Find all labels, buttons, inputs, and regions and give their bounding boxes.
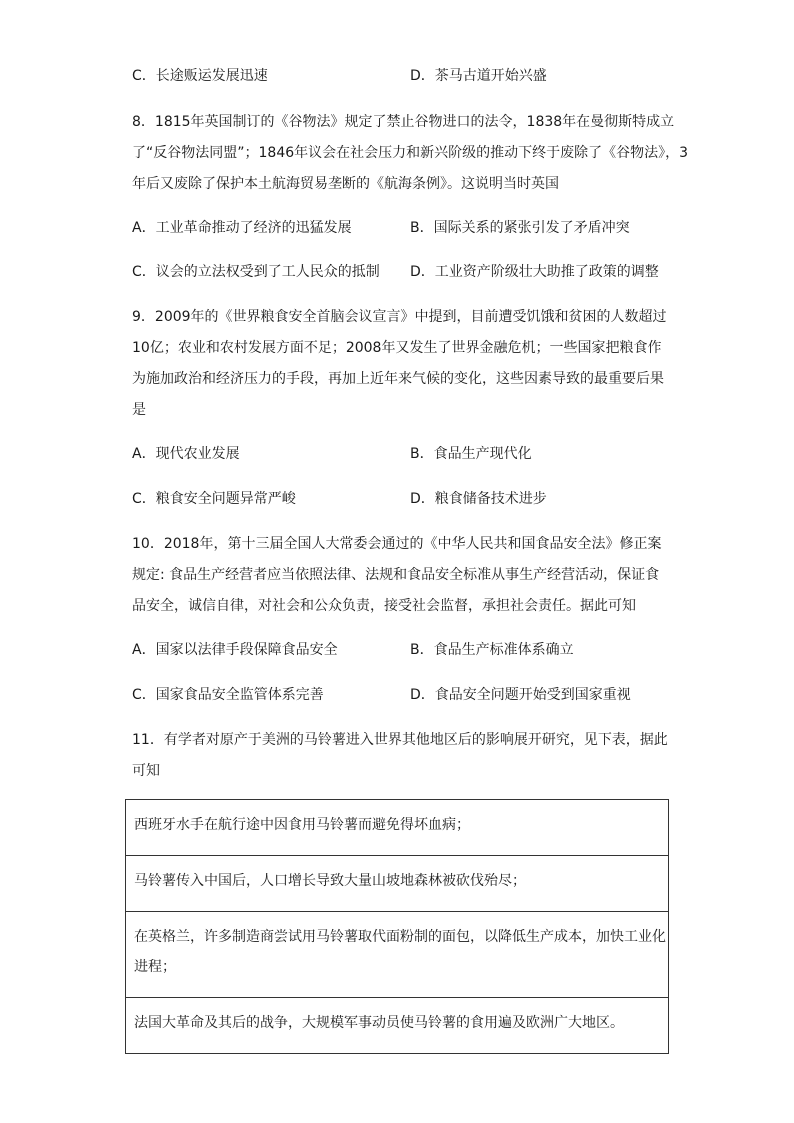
q10-option-d: D．食品安全问题开始受到国家重视	[410, 687, 631, 703]
potato-impact-table	[125, 799, 669, 1054]
table-cell-text: 马铃薯传入中国后，人口增长导致大量山坡地森林被砍伐殆尽；	[134, 873, 526, 889]
q8-stem-line-1: 8．1815年英国制订的《谷物法》规定了禁止谷物进口的法令，1838年在曼彻斯特成立	[132, 114, 675, 130]
table-cell-text: 西班牙水手在航行途中因食用马铃薯而避免得坏血病；	[134, 817, 470, 833]
q9-stem-line-2: 10亿；农业和农村发展方面不足；2008年又发生了世界金融危机；一些国家把粮食作	[132, 340, 662, 356]
q8-stem-line-2: 了“反谷物法同盟”；1846年议会在社会压力和新兴阶级的推动下终于废除了《谷物法》，3	[132, 145, 689, 161]
q8-option-d: D．工业资产阶级壮大助推了政策的调整	[410, 264, 659, 280]
q8-option-a: A．工业革命推动了经济的迅猛发展	[132, 220, 352, 236]
q9-option-a: A．现代农业发展	[132, 446, 240, 462]
q8-option-c: C．议会的立法权受到了工人民众的抵制	[132, 264, 380, 280]
q8-option-b: B．国际关系的紧张引发了矛盾冲突	[410, 220, 630, 236]
table-cell	[126, 998, 669, 1054]
q9-stem-line-1: 9．2009年的《世界粮食安全首脑会议宣言》中提到，目前遭受饥饿和贫困的人数超过	[132, 309, 667, 325]
q11-stem-line-1: 11．有学者对原产于美洲的马铃薯进入世界其他地区后的影响展开研究，见下表，据此	[132, 732, 668, 748]
q10-option-a: A．国家以法律手段保障食品安全	[132, 642, 338, 658]
q9-stem-line-4: 是	[132, 402, 146, 418]
table-cell	[126, 912, 669, 998]
table-cell-text: 进程；	[134, 959, 176, 975]
q9-option-c: C．粮食安全问题异常严峻	[132, 491, 296, 507]
table-cell-text: 在英格兰，许多制造商尝试用马铃薯取代面粉制的面包，以降低生产成本，加快工业化	[134, 929, 666, 945]
q9-stem-line-3: 为施加政治和经济压力的手段，再加上近年来气候的变化，这些因素导致的最重要后果	[132, 371, 664, 387]
q8-stem-line-3: 年后又废除了保护本土航海贸易垄断的《航海条例》。这说明当时英国	[132, 176, 559, 192]
q7-option-d: D．茶马古道开始兴盛	[410, 68, 547, 84]
q10-stem-line-1: 10．2018年，第十三届全国人大常委会通过的《中华人民共和国食品安全法》修正案	[132, 536, 662, 552]
table-cell	[126, 856, 669, 912]
q9-option-d: D．粮食储备技术进步	[410, 491, 547, 507]
q10-stem-line-2: 规定: 食品生产经营者应当依照法律、法规和食品安全标准从事生产经营活动，保证食	[132, 567, 660, 583]
q7-option-c: C．长途贩运发展迅速	[132, 68, 268, 84]
table-row	[126, 998, 669, 1054]
table-cell	[126, 800, 669, 856]
q10-stem-line-3: 品安全，诚信自律，对社会和公众负责，接受社会监督，承担社会责任。据此可知	[132, 598, 636, 614]
table-row	[126, 912, 669, 998]
q9-option-b: B．食品生产现代化	[410, 446, 532, 462]
q10-option-c: C．国家食品安全监管体系完善	[132, 687, 324, 703]
table-cell-text: 法国大革命及其后的战争，大规模军事动员使马铃薯的食用遍及欧洲广大地区。	[134, 1015, 624, 1031]
table-row	[126, 856, 669, 912]
q11-stem-line-2: 可知	[132, 763, 160, 779]
table-row	[126, 800, 669, 856]
q10-option-b: B．食品生产标准体系确立	[410, 642, 574, 658]
